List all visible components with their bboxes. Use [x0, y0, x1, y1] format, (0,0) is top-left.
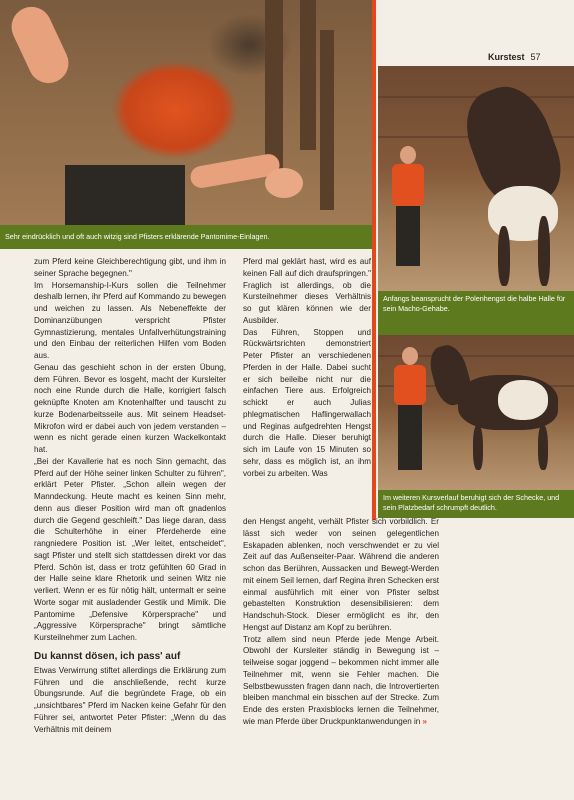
- paragraph: Pferd mal geklärt hast, wird es auf keinen Fall auf dich draufspringen." Fraglich ist allerdings, ob die Kursteilnehmer dieses Verhältnis so gut klären können wie der Ausbilder.: [243, 257, 371, 325]
- right-photo-1-caption: Anfangs beansprucht der Polenhengst die halbe Halle für sein Macho-Gehabe.: [378, 291, 574, 335]
- continue-arrow-icon: »: [422, 716, 428, 726]
- page-number: 57: [530, 52, 541, 62]
- paragraph: Genau das geschieht schon in der ersten Übung, dem Führen. Bevor es losgeht, macht der Kursleiter noch eine Runde durch die Halle, korrigiert falsch geknüpfte Knoten am Knotenhalfter und tauscht zu kurze Bodenarbeitsseile aus. Mit seinem Headset-Mikrofon wird er dabei auch von jedem verstanden – wenn es nicht gerade einen kurzen Wackelkontakt hat.: [34, 362, 226, 454]
- paragraph: zum Pferd keine Gleichberechtigung gibt, und ihm in seiner Sprache begegnen.": [34, 257, 226, 278]
- article-column-2-continued: [243, 516, 439, 728]
- article-column-2: [243, 256, 371, 479]
- accent-rule: [372, 0, 376, 520]
- right-photo-2: [378, 335, 574, 490]
- section-title: Kurstest: [488, 52, 525, 62]
- page-header: [488, 52, 541, 66]
- paragraph: „Bei der Kavallerie hat es noch Sinn gemacht, das Pferd auf der Höhe seiner linken Schulter zu führen", erklärt Peter Pfister. „Schon allein wegen der Manndeckung. Heute macht es keinen Sinn mehr, denn aus dieser Position wird man oft gnadenlos durch die Gegend geschleift." Das liege daran, dass die Schulterhöhe in einer Pferdeherde eine rangniedere Position ist. „Wer leitet, entscheidet", sagt Pfister und stellt sich stattdessen direkt vor das Pferd. Schön ist, dass er trotz gefühlten 60 Grad in der Halle seine klare Rhetorik und seinen Witz nie verliert. Wenn er es für nötig hält, untermalt er seine Worte sogar mit ausladender Gestik und Mimik. Die Pantomime „Defensive Körpersprache" und „Aggressive Körpersprache" bringt sämtliche Kursteilnehmer zum Lachen.: [34, 456, 226, 642]
- paragraph: Trotz allem sind neun Pferde jede Menge Arbeit. Obwohl der Kursleiter ständig in Bewegung ist – teilweise sogar joggend – bekommen nicht immer alle Teilnehmer mit, wenn sie Fehler machen. Die Selbstbewussten fragen dann nach, die Introvertierten bleiben manchmal ein bisschen auf der Strecke. Zum Ende des ersten Praxisblocks lernen die Teilnehmer, wie man Pferde über Druckpunktanwendungen in »: [243, 634, 439, 726]
- right-photo-2-caption: Im weiteren Kursverlauf beruhigt sich der Schecke, und sein Platzbedarf schrumpft deutlich.: [378, 490, 574, 518]
- paragraph: den Hengst angeht, verhält Pfister sich vorbildlich. Er lässt sich weder von seinen gelegentlichen Eskapaden ablenken, noch verschwendet er zu viel Zeit auf das Außenseiter-Paar. Während die anderen schon das Berühren, Aussacken und Bewegt-Werden mit einem Seil lernen, darf Regina ihren Schecken erst einmal ausführlich mit einer von Pfister selbst gebastelten Konstruktion desensibilisieren: dem Handschuh-Stock. Dieser ermöglicht es ihr, den Hengst auf Distanz am Kopf zu berühren.: [243, 517, 439, 632]
- paragraph: Das Führen, Stoppen und Rückwärtsrichten demonstriert Peter Pfister an verschiedenen Pferden in der Halle. Dabei sucht er sich beileibe nicht nur die einfachen Tiere aus. Erfolgreich schickt er auch Julias phlegmatischen Haflingerwallach und Reginas aufgedrehten Hengst durch die Halle. Dieser beruhigt sich im Laufe von 15 Minuten so sehr, dass es möglich ist, an ihm vorbei zu arbeiten. Was: [243, 327, 371, 478]
- right-photo-1: [378, 66, 574, 291]
- main-photo: [0, 0, 372, 225]
- paragraph: Im Horsemanship-I-Kurs sollen die Teilnehmer deshalb lernen, ihr Pferd auf Kommando zu bewegen und weichen zu lassen. Als Nebeneffekte der Dominanzübungen verspricht Pfister Gymnastizierung, mentales Unfallverhütungstraining und den Einbau der reiterlichen Hilfen vom Boden aus.: [34, 280, 226, 360]
- main-photo-caption: Sehr eindrücklich und oft auch witzig sind Pfisters erklärende Pantomime-Einlagen.: [0, 225, 372, 249]
- article-column-1: [34, 256, 226, 735]
- paragraph: Etwas Verwirrung stiftet allerdings die Erklärung zum Führen und die anschließende, recht kurze Übungsrunde. Auf die begründete Frage, ob ein „unsichtbares" Pferd im Nacken keine Gefahr für den Führer sei, antwortet Peter Pfister: „Wenn du das Verhältnis mit deinem: [34, 665, 226, 734]
- subheading: Du kannst dösen, ich pass' auf: [34, 650, 181, 662]
